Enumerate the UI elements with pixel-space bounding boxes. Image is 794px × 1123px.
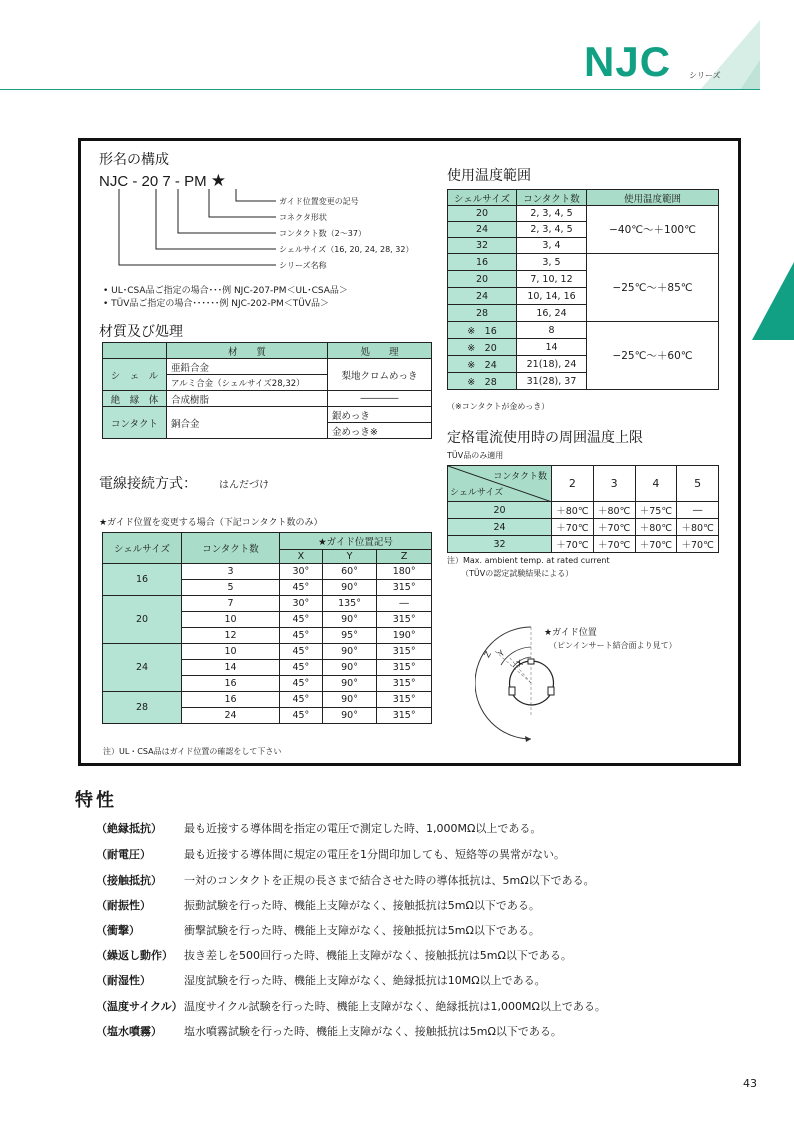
page-number: 43 <box>743 1077 757 1090</box>
code-label-guide: ガイド位置変更の記号 <box>279 197 359 206</box>
guide-x-cell: 45° <box>280 644 323 660</box>
guide-label-x: X <box>515 658 525 669</box>
guide-shell-16: 16 <box>103 564 182 596</box>
list-item <box>96 897 540 913</box>
rated-header-contacts: コンタクト数 <box>493 472 547 482</box>
rated-value-cell: ＋70℃ <box>552 536 594 553</box>
materials-table <box>102 342 432 439</box>
temp-contacts-cell: 16, 24 <box>517 305 587 322</box>
guide-z-cell: 315° <box>377 676 432 692</box>
temp-shell-cell: ※ 28 <box>448 373 517 390</box>
rated-value-cell: ＋70℃ <box>552 519 594 536</box>
guide-label-y: Y <box>496 648 507 659</box>
guide-header-guide: ★ガイド位置記号 <box>280 533 432 550</box>
list-item <box>96 1023 562 1039</box>
temp-shell-cell: ※ 24 <box>448 356 517 373</box>
rated-value-cell: ＋70℃ <box>593 519 635 536</box>
rated-value-cell: ＋70℃ <box>635 536 677 553</box>
rated-value-cell: ＋70℃ <box>593 536 635 553</box>
code-star: ★ <box>210 171 226 190</box>
temp-range-cell: −25℃〜＋85℃ <box>587 254 719 322</box>
temp-contacts-cell: 3, 5 <box>517 254 587 271</box>
temp-header-range: 使用温度範囲 <box>587 190 719 206</box>
guide-header-x: X <box>280 550 323 564</box>
materials-shell-material2: アルミ合金（シェルサイズ28,32） <box>167 375 328 391</box>
temp-shell-cell: 20 <box>448 206 517 222</box>
characteristics-title: 特性 <box>75 790 117 811</box>
wire-title: 電線接続方式： <box>99 476 197 492</box>
temp-shell-cell: 24 <box>448 288 517 305</box>
rated-temp-note2: （TÜVの認定試験結果による） <box>461 569 574 578</box>
guide-y-cell: 90° <box>322 612 377 628</box>
char-text: 塩水噴霧試験を行った時、機能上支障がなく、接触抵抗は5mΩ以下である。 <box>184 1025 562 1038</box>
guide-contacts-cell: 16 <box>182 692 280 708</box>
code-label-shape: コネクタ形状 <box>279 213 327 222</box>
code-label-series: シリーズ名称 <box>279 261 327 270</box>
char-label: （塩水噴霧） <box>96 1025 162 1038</box>
series-name: NJC <box>584 38 672 85</box>
guide-y-cell: 90° <box>322 676 377 692</box>
guide-x-cell: 30° <box>280 564 323 580</box>
rated-value-cell: ＋80℃ <box>593 502 635 519</box>
char-text: 最も近接する導体間に規定の電圧を1分間印加しても、短絡等の異常がない。 <box>184 848 565 861</box>
temp-contacts-cell: 31(28), 37 <box>517 373 587 390</box>
header-corner-decoration <box>0 0 794 100</box>
rated-shell-cell: 32 <box>448 536 552 553</box>
rated-value-cell: ― <box>677 502 719 519</box>
char-label: （絶縁抵抗） <box>96 822 162 835</box>
guide-diagram-subtitle: （ピンインサート結合面より見て） <box>549 641 677 650</box>
char-text: 一対のコンタクトを正規の長さまで結合させた時の導体抵抗は、5mΩ以下である。 <box>184 874 595 887</box>
guide-y-cell: 135° <box>322 596 377 612</box>
materials-insulator-material: 合成樹脂 <box>167 391 328 407</box>
char-label: （温度サイクル） <box>96 1000 183 1013</box>
header-rule <box>0 89 760 90</box>
page-header <box>0 0 794 100</box>
code-series: NJC <box>99 173 129 190</box>
temp-contacts-cell: 14 <box>517 339 587 356</box>
materials-shell-treatment: 梨地クロムめっき <box>328 359 432 391</box>
guide-header-shell: シェルサイズ <box>103 533 182 564</box>
list-item <box>96 846 565 862</box>
rated-temp-table <box>447 465 719 553</box>
rated-col-header: 4 <box>635 466 677 502</box>
guide-contacts-cell: 10 <box>182 612 280 628</box>
wire-value: はんだづけ <box>219 480 269 491</box>
temp-header-contacts: コンタクト数 <box>517 190 587 206</box>
guide-label-z: Z <box>482 649 494 660</box>
char-text: 振動試験を行った時、機能上支障がなく、接触抵抗は5mΩ以下である。 <box>184 899 540 912</box>
rated-value-cell: ＋80℃ <box>552 502 594 519</box>
guide-contacts-cell: 7 <box>182 596 280 612</box>
table-row <box>103 692 432 708</box>
temp-contacts-cell: 2, 3, 4, 5 <box>517 222 587 238</box>
temp-contacts-cell: 10, 14, 16 <box>517 288 587 305</box>
guide-z-cell: 315° <box>377 644 432 660</box>
rated-header-shell: シェルサイズ <box>450 488 504 498</box>
code-dash: - <box>174 173 180 190</box>
guide-y-cell: 60° <box>322 564 377 580</box>
rated-value-cell: ＋80℃ <box>677 519 719 536</box>
rated-temp-subtitle: TÜV品のみ適用 <box>447 451 504 460</box>
guide-z-cell: 315° <box>377 708 432 724</box>
spec-box <box>78 138 741 766</box>
temp-shell-cell: 28 <box>448 305 517 322</box>
guide-y-cell: 90° <box>322 644 377 660</box>
char-label: （耐電圧） <box>96 848 151 861</box>
char-label: （接触抵抗） <box>96 874 162 887</box>
guide-z-cell: ― <box>377 596 432 612</box>
rated-value-cell: ＋80℃ <box>635 519 677 536</box>
guide-z-cell: 315° <box>377 660 432 676</box>
guide-shell-28: 28 <box>103 692 182 724</box>
materials-part-contact: コンタクト <box>103 407 167 439</box>
materials-part-shell: シ ェ ル <box>103 359 167 391</box>
guide-x-cell: 45° <box>280 628 323 644</box>
guide-z-cell: 315° <box>377 612 432 628</box>
materials-header-material: 材 質 <box>167 343 328 359</box>
guide-shell-24: 24 <box>103 644 182 692</box>
rated-temp-note1: 注）Max. ambient temp. at rated current <box>447 556 610 565</box>
temp-contacts-cell: 2, 3, 4, 5 <box>517 206 587 222</box>
materials-contact-material: 銅合金 <box>167 407 328 439</box>
rated-col-header: 5 <box>677 466 719 502</box>
temp-contacts-cell: 8 <box>517 322 587 339</box>
guide-table-caption: ★ガイド位置を変更する場合（下記コンタクト数のみ） <box>99 518 323 528</box>
guide-contacts-cell: 5 <box>182 580 280 596</box>
rated-shell-cell: 20 <box>448 502 552 519</box>
table-row <box>448 536 719 553</box>
table-row <box>103 564 432 580</box>
guide-diagram-title: ★ガイド位置 <box>544 628 597 638</box>
guide-header-z: Z <box>377 550 432 564</box>
guide-y-cell: 90° <box>322 660 377 676</box>
temp-shell-cell: 32 <box>448 238 517 254</box>
char-text: 湿度試験を行った時、機能上支障がなく、絶縁抵抗は10MΩ以上である。 <box>184 974 546 987</box>
temp-shell-cell: ※ 20 <box>448 339 517 356</box>
list-item <box>96 872 595 888</box>
guide-y-cell: 90° <box>322 692 377 708</box>
table-row <box>448 519 719 536</box>
guide-z-cell: 315° <box>377 580 432 596</box>
code-shell: 20 <box>141 173 159 190</box>
list-item <box>96 922 540 938</box>
temp-range-cell: −25℃〜＋60℃ <box>587 322 719 390</box>
guide-x-cell: 45° <box>280 708 323 724</box>
char-text: 温度サイクル試験を行った時、機能上支障がなく、絶縁抵抗は1,000MΩ以上である。 <box>184 1000 606 1013</box>
list-item <box>96 998 606 1014</box>
materials-part-insulator: 絶 縁 体 <box>103 391 167 407</box>
table-row <box>448 254 719 271</box>
guide-contacts-cell: 10 <box>182 644 280 660</box>
series-suffix: シリーズ <box>689 71 721 80</box>
rated-col-header: 2 <box>552 466 594 502</box>
list-item <box>96 972 546 988</box>
guide-shell-20: 20 <box>103 596 182 644</box>
materials-title: 材質及び処理 <box>99 324 183 340</box>
model-code <box>99 171 226 191</box>
table-row <box>103 644 432 660</box>
temp-shell-cell: 20 <box>448 271 517 288</box>
code-label-shell: シェルサイズ（16, 20, 24, 28, 32） <box>279 245 414 254</box>
side-tab-decoration <box>752 262 794 342</box>
materials-insulator-treatment: ―――― <box>328 391 432 407</box>
code-dash: - <box>132 173 138 190</box>
guide-x-cell: 30° <box>280 596 323 612</box>
code-label-contacts: コンタクト数（2〜37） <box>279 229 366 238</box>
temp-header-shell: シェルサイズ <box>448 190 517 206</box>
list-item <box>96 820 541 836</box>
guide-x-cell: 45° <box>280 612 323 628</box>
guide-x-cell: 45° <box>280 580 323 596</box>
char-label: （衝撃） <box>96 924 140 937</box>
guide-y-cell: 90° <box>322 708 377 724</box>
rated-col-header: 3 <box>593 466 635 502</box>
materials-header-treatment: 処 理 <box>328 343 432 359</box>
guide-z-cell: 315° <box>377 692 432 708</box>
materials-contact-treatment2: 金めっき※ <box>328 423 432 439</box>
rated-shell-cell: 24 <box>448 519 552 536</box>
temp-shell-cell: 24 <box>448 222 517 238</box>
temp-shell-cell: 16 <box>448 254 517 271</box>
materials-contact-treatment1: 銀めっき <box>328 407 432 423</box>
table-row <box>103 596 432 612</box>
temp-contacts-cell: 7, 10, 12 <box>517 271 587 288</box>
temp-range-table <box>447 189 719 390</box>
guide-y-cell: 95° <box>322 628 377 644</box>
temp-contacts-cell: 21(18), 24 <box>517 356 587 373</box>
temp-range-cell: −40℃〜＋100℃ <box>587 206 719 254</box>
code-contacts: 7 <box>162 173 171 190</box>
char-label: （耐湿性） <box>96 974 151 987</box>
temp-shell-cell: ※ 16 <box>448 322 517 339</box>
list-item <box>96 947 572 963</box>
guide-header-y: Y <box>322 550 377 564</box>
temp-range-title: 使用温度範囲 <box>447 168 531 184</box>
temp-contacts-cell: 3, 4 <box>517 238 587 254</box>
rated-corner-cell <box>448 466 552 502</box>
char-text: 衝撃試験を行った時、機能上支障がなく、接触抵抗は5mΩ以下である。 <box>184 924 540 937</box>
temp-range-note: （※コンタクトが金めっき） <box>447 402 550 411</box>
char-label: （耐振性） <box>96 899 151 912</box>
guide-header-contacts: コンタクト数 <box>182 533 280 564</box>
materials-corner <box>103 343 167 359</box>
materials-shell-material1: 亜鉛合金 <box>167 359 328 375</box>
char-text: 最も近接する導体間を指定の電圧で測定した時、1,000MΩ以上である。 <box>184 822 542 835</box>
guide-x-cell: 45° <box>280 692 323 708</box>
guide-table <box>102 532 432 724</box>
guide-x-cell: 45° <box>280 676 323 692</box>
rated-value-cell: ＋70℃ <box>677 536 719 553</box>
rated-temp-title: 定格電流使用時の周囲温度上限 <box>447 430 643 446</box>
guide-x-cell: 45° <box>280 660 323 676</box>
code-shape: PM <box>184 173 207 190</box>
guide-y-cell: 90° <box>322 580 377 596</box>
guide-contacts-cell: 12 <box>182 628 280 644</box>
guide-table-note: 注）UL・CSA品はガイド位置の確認をして下さい <box>103 747 282 756</box>
guide-z-cell: 190° <box>377 628 432 644</box>
table-row <box>448 322 719 339</box>
guide-contacts-cell: 3 <box>182 564 280 580</box>
table-row <box>448 206 719 222</box>
guide-contacts-cell: 14 <box>182 660 280 676</box>
note-tuv: • TÜV品ご指定の場合･･････例 NJC-202-PM＜TÜV品＞ <box>103 299 330 309</box>
table-row <box>448 502 719 519</box>
note-ul-csa: • UL･CSA品ご指定の場合･･･例 NJC-207-PM＜UL･CSA品＞ <box>103 286 348 296</box>
guide-contacts-cell: 16 <box>182 676 280 692</box>
model-code-leader-lines <box>111 189 281 277</box>
char-text: 抜き差しを500回行った時、機能上支障がなく、接触抵抗は5mΩ以下である。 <box>184 949 572 962</box>
char-label: （繰返し動作） <box>96 949 173 962</box>
guide-contacts-cell: 24 <box>182 708 280 724</box>
guide-z-cell: 180° <box>377 564 432 580</box>
rated-value-cell: ＋75℃ <box>635 502 677 519</box>
model-structure-title: 形名の構成 <box>99 152 169 168</box>
